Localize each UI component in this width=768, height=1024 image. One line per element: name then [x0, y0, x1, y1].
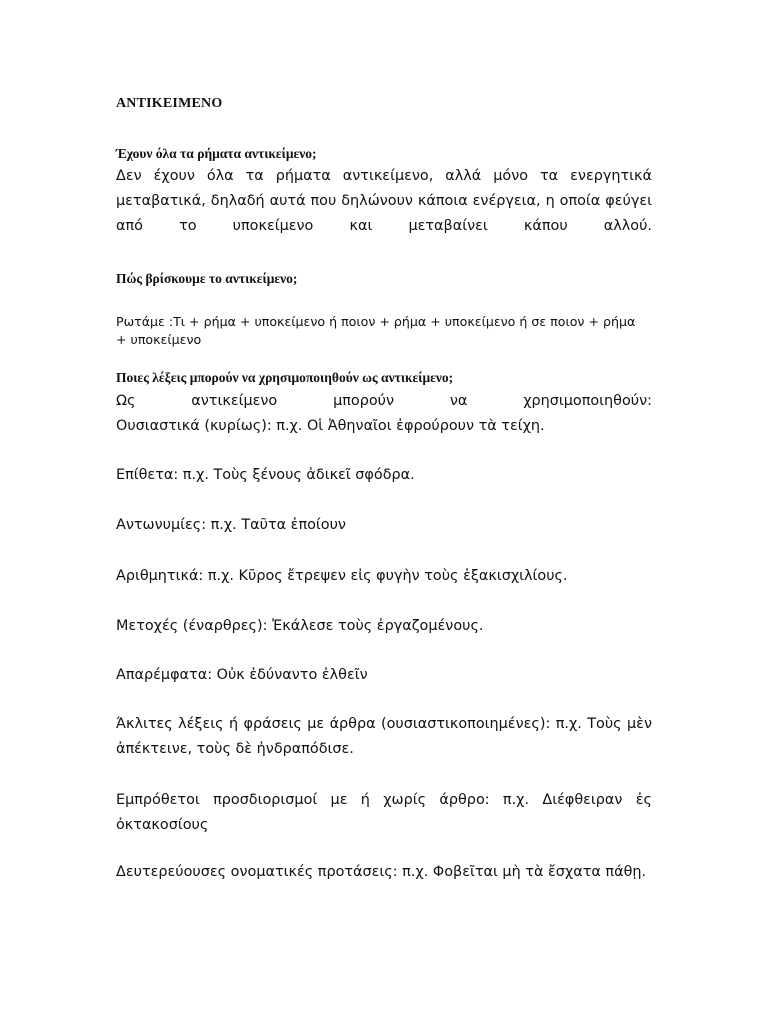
item-prepositional-line-2: ὀκτακοσίους	[116, 817, 209, 833]
answer-1-line-1: Δεν έχουν όλα τα ρήματα αντικείμενο, αλλά μόνο τα ενεργητικά	[116, 168, 652, 184]
answer-paragraph-1	[116, 164, 652, 239]
item-indeclinable-line-2: ἀπέκτεινε, τοὺς δὲ ἠνδραπόδισε.	[116, 741, 354, 757]
answer-paragraph-2	[116, 313, 652, 349]
item-clauses: Δευτερεύουσες ονοματικές προτάσεις: π.χ. Φοβεῖται μὴ τὰ ἔσχατα πάθῃ.	[116, 864, 647, 880]
answer-2-line-1: Ρωτάμε :Τι + ρήμα + υποκείμενο ή ποιον + ρήμα + υποκείμενο ή σε ποιον + ρήμα	[116, 314, 636, 329]
question-heading-2: Πώς βρίσκουμε το αντικείμενο;	[116, 271, 298, 286]
document-title: ΑΝΤΙΚΕΙΜΕΝΟ	[116, 96, 223, 111]
answer-1-line-2: μεταβατικά, δηλαδή αυτά που δηλώνουν κάποια ενέργεια, η οποία φεύγει	[116, 193, 652, 209]
item-prepositional	[116, 788, 652, 838]
item-prepositional-line-1: Εμπρόθετοι προσδιορισμοί με ή χωρίς άρθρο: π.χ. Διέφθειραν ἐς	[116, 792, 652, 808]
question-heading-3: Ποιες λέξεις μπορούν να χρησιμοποιηθούν ως αντικείμενο;	[116, 370, 454, 385]
item-indeclinable-line-1: Άκλιτες λέξεις ή φράσεις με άρθρα (ουσιαστικοποιημένες): π.χ. Τοὺς μὲν	[116, 716, 652, 732]
answer-paragraph-3	[116, 389, 652, 439]
question-heading-1: Έχουν όλα τα ρήματα αντικείμενο;	[116, 146, 317, 161]
item-infinitives: Απαρέμφατα: Οὐκ ἐδύναντο ἐλθεῖν	[116, 667, 368, 683]
item-participles: Μετοχές (έναρθρες): Ἐκάλεσε τοὺς ἐργαζομένους.	[116, 618, 484, 634]
answer-1-line-3: από το υποκείμενο και μεταβαίνει κάπου αλλού.	[116, 218, 652, 234]
item-pronouns: Αντωνυμίες: π.χ. Ταῦτα ἐποίουν	[116, 517, 346, 533]
answer-2-line-2: + υποκείμενο	[116, 332, 202, 347]
item-indeclinable	[116, 712, 652, 762]
item-numerals: Αριθμητικά: π.χ. Κῦρος ἔτρεψεν εἰς φυγὴν τοὺς ἑξακισχιλίους.	[116, 568, 568, 584]
item-nouns: Ουσιαστικά (κυρίως): π.χ. Οἱ Ἀθηναῖοι ἐφρούρουν τὰ τείχη.	[116, 418, 545, 434]
item-adjectives: Επίθετα: π.χ. Τοὺς ξένους ἀδικεῖ σφόδρα.	[116, 467, 415, 483]
answer-3-intro: Ως αντικείμενο μπορούν να χρησιμοποιηθούν:	[116, 393, 652, 409]
